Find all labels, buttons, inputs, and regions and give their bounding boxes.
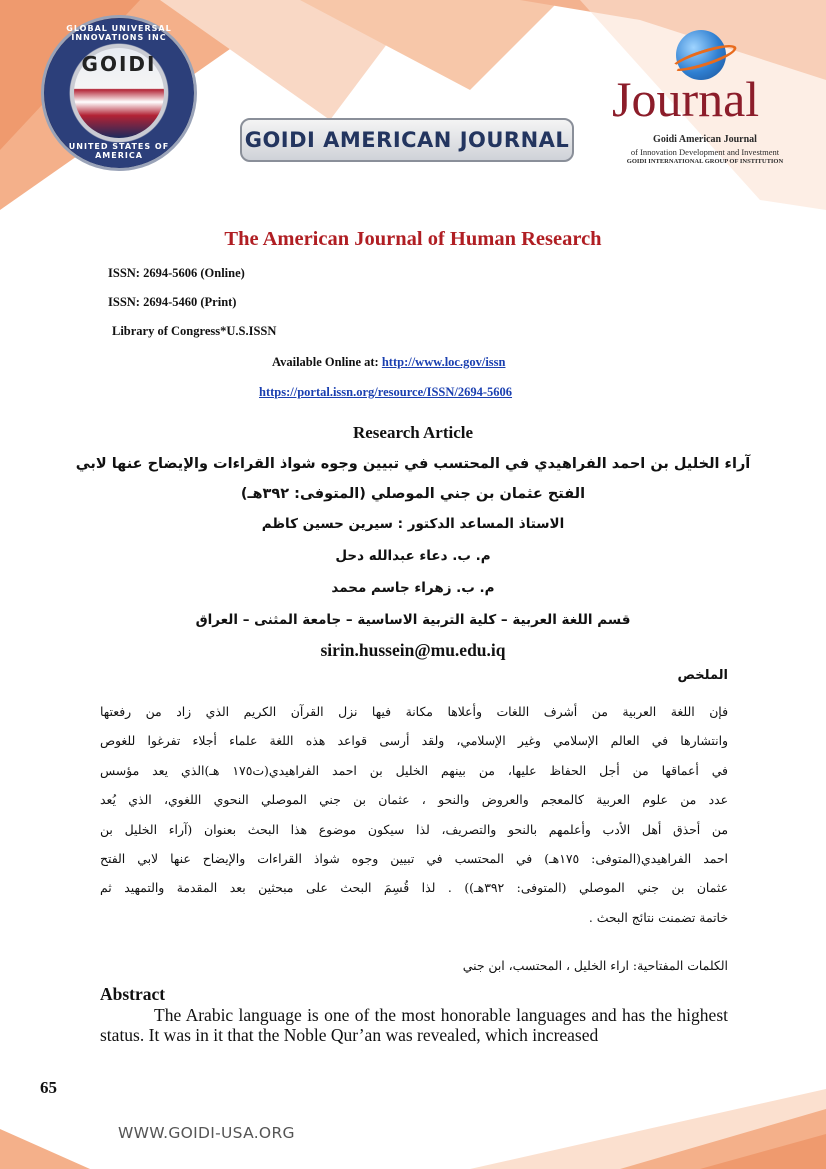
goidi-seal-logo bbox=[44, 18, 194, 168]
available-online bbox=[272, 355, 505, 370]
author-1: الاستاذ المساعد الدكتور : سيرين حسين كاظم bbox=[261, 516, 565, 532]
issn-online: ISSN: 2694-5606 (Online) bbox=[108, 266, 245, 280]
arabic-abstract-line: في أعماقها من أجل الحفاظ عليها، من بينهم الخليل بن احمد الفراهيدي(ت١٧٥ هـ)الذي يعد مؤسس bbox=[100, 762, 728, 778]
arabic-abstract-line: من أحذق أهل الأدب وأعلمهم بالنحو والتصريف، لذا سيكون موضوع هذا البحث بعنوان (آراء الخليل بن bbox=[100, 821, 728, 837]
abstract-heading: Abstract bbox=[100, 984, 166, 1004]
keywords: الكلمات المفتاحية: اراء الخليل ، المحتسب، ابن جني bbox=[462, 958, 728, 973]
arabic-abstract-line: احمد الفراهيدي(المتوفى: ١٧٥هـ) في المحتسب في تبيين وجوه شواذ القراءات والإيضاح عنها لابي الفتح bbox=[100, 851, 728, 867]
author-3: م. ب. زهراء جاسم محمد bbox=[331, 580, 495, 596]
journal-logo-sub3: GOIDI INTERNATIONAL GROUP OF INSTITUTION bbox=[626, 158, 784, 165]
journal-logo-sub1: Goidi American Journal bbox=[653, 134, 757, 145]
portal-line bbox=[259, 385, 512, 400]
arabic-abstract-heading: الملخص bbox=[677, 668, 728, 683]
journal-logo-word: Journal bbox=[612, 71, 760, 127]
footer-url: WWW.GOIDI-USA.ORG bbox=[118, 1124, 295, 1142]
journal-logo-sub2: of Innovation Development and Investment bbox=[630, 147, 780, 157]
arabic-abstract-line: عدد من علوم العربية كالمعجم والعروض والنحو ، عثمان بن جني الموصلي النحوي اللغوي، الذي يُعد bbox=[100, 792, 728, 808]
email: sirin.hussein@mu.edu.iq bbox=[320, 640, 506, 660]
arabic-abstract-line: خاتمة تضمنت نتائج البحث . bbox=[588, 909, 728, 925]
affiliation: قسم اللغة العربية – كلية التربية الاساسية – جامعة المثنى – العراق bbox=[195, 612, 631, 628]
seal-bottom-text: UNITED STATES OF AMERICA bbox=[68, 142, 170, 160]
page-number: 65 bbox=[40, 1078, 57, 1097]
article-type: Research Article bbox=[352, 423, 474, 442]
arabic-title-line1: آراء الخليل بن احمد الفراهيدي في المحتسب في تبيين وجوه شواذ القراءات والإيضاح عنها لابي bbox=[75, 456, 751, 472]
arabic-title-line2: الفتح عثمان بن جني الموصلي (المتوفى: ٣٩٢هـ) bbox=[240, 486, 586, 502]
loc-link[interactable]: http://www.loc.gov/issn bbox=[381, 355, 506, 369]
journal-title: The American Journal of Human Research bbox=[224, 228, 602, 250]
author-2: م. ب. دعاء عبدالله دحل bbox=[335, 548, 491, 564]
available-label: Available Online at: bbox=[272, 355, 382, 369]
arabic-abstract-line: وانتشارها في العالم الإسلامي وغير الإسلامي، ولقد أرسى قواعد هذه اللغة علماء أجلاء تفرغوا للغوص bbox=[100, 733, 728, 749]
abstract-text: The Arabic language is one of the most honorable languages and has the highest status. It was in it that the Noble Qur’an was revealed, which increased bbox=[100, 1005, 728, 1045]
arabic-abstract-line: فإن اللغة العربية من أشرف اللغات وأعلاها مكانة فيها نزل القرآن الكريم الذي زاد من رفعتها bbox=[100, 704, 728, 719]
arabic-abstract bbox=[100, 697, 728, 932]
seal-top-text: GLOBAL UNIVERSAL INNOVATIONS INC bbox=[66, 24, 172, 42]
journal-banner: GOIDI AMERICAN JOURNAL bbox=[240, 118, 574, 162]
arabic-abstract-line: عثمان بن جني الموصلي (المتوفى: ٣٩٢هـ)) . لذا قُسِمَ البحث على مبحثين بعد المقدمة والتمهيد ثم bbox=[100, 880, 729, 896]
issn-print: ISSN: 2694-5460 (Print) bbox=[108, 295, 237, 309]
portal-link[interactable]: https://portal.issn.org/resource/ISSN/2694-5606 bbox=[259, 385, 513, 399]
seal-logo-text: GOIDI bbox=[81, 52, 157, 76]
library-of-congress: Library of Congress*U.S.ISSN bbox=[112, 324, 277, 338]
